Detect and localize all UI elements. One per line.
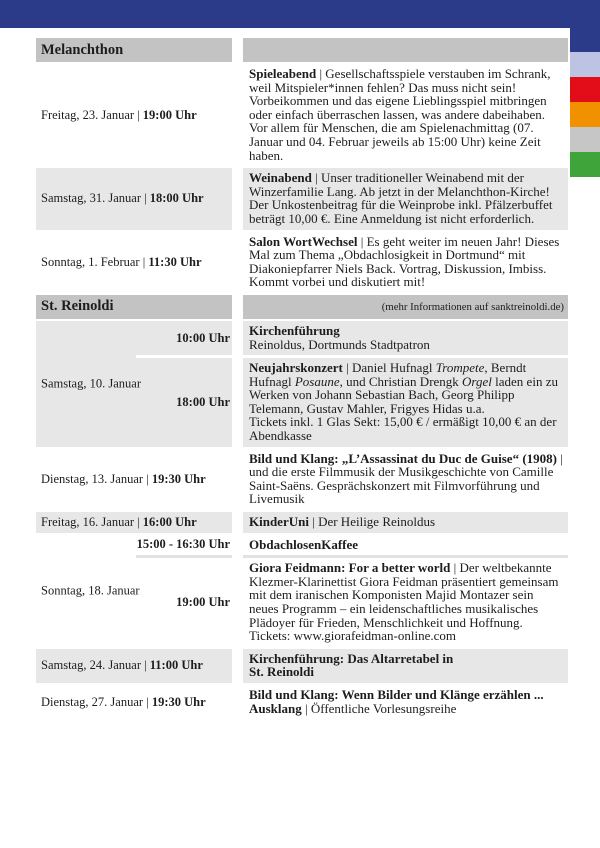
description-segment: Kirchenführung (249, 322, 340, 338)
event-row (36, 449, 568, 510)
description-segment: | Gesellschaftsspiele verstauben im Schrank, weil Mitspieler*innen fehlen? Das muss nicht sein! Vorbeikommen und das eigene Lieblingsspiel mitbringen oder einfach überraschen lassen, was andere dabeihaben. Vor allem für Menschen, die am Spielenachmittag (07. Januar und 04. Februar jeweils ab 15:00 Uhr) keine Zeit haben. (249, 66, 551, 163)
event-row (36, 685, 568, 719)
event-date (36, 472, 232, 487)
event-description (243, 558, 568, 647)
date-time-separator: | (143, 694, 152, 709)
event-row (36, 512, 568, 533)
description-segment: | Der weltbekannte Klezmer-Klarinettist Giora Feidman präsentiert gemeinsam mit dem iranischen Komponisten Majid Montazer sein neues Programm – ein leidenschaftliches musikalisches Plädoyer für Frieden, Menschlichkeit und Hoffnung. (249, 560, 559, 630)
event-description (243, 685, 568, 719)
event-row (36, 649, 568, 683)
event-time: 19:00 Uhr (176, 595, 230, 609)
description-segment: Neujahrskonzert (249, 360, 343, 376)
event-time: 11:30 Uhr (148, 254, 202, 269)
event-description (243, 321, 568, 355)
description-segment: Bild und Klang: Wenn Bilder und Klänge erzählen ... Ausklang (249, 686, 544, 716)
strip-square-green (570, 152, 600, 177)
section-title: Melanchthon (41, 41, 124, 58)
event-row (36, 321, 568, 447)
event-description (243, 232, 568, 293)
event-date (36, 695, 232, 710)
event-description (243, 64, 568, 166)
description-segment: KinderUni (249, 514, 309, 530)
strip-square-gray (570, 127, 600, 152)
event-date-text: Sonntag, 1. Februar (41, 254, 140, 269)
description-segment: ObdachlosenKaffee (249, 536, 359, 552)
event-date (36, 255, 232, 270)
description-segment: , Berndt Hufnagl (249, 360, 527, 389)
description-segment: Giora Feidmann: For a better world (249, 560, 451, 576)
description-segment: | Der Heilige Reinoldus (308, 514, 436, 530)
event-time: 15:00 - 16:30 Uhr (136, 537, 230, 552)
event-date (36, 191, 232, 206)
date-time-separator: | (140, 658, 150, 673)
event-date-text: Dienstag, 13. Januar (41, 471, 144, 486)
event-description (243, 512, 568, 533)
description-segment: Trompete (435, 360, 485, 376)
description-segment: | Es geht weiter im neuen Jahr! Dieses Mal zum Thema „Obdachlosigkeit in Dortmund“ mit Diakoniepfarrer Niels Back. Vortrag, Diskussion, Imbiss. Kommt vorbei und diskutiert mit! (249, 233, 560, 290)
date-time-separator: | (134, 514, 143, 529)
date-time-separator: | (143, 471, 152, 486)
event-date: Sonntag, 18. Januar (41, 583, 140, 598)
event-time: 18:00 Uhr (149, 191, 204, 206)
event-time: 16:00 Uhr (142, 514, 197, 529)
date-time-separator: | (134, 107, 143, 122)
description-segment: | Daniel Hufnagl (342, 360, 436, 376)
description-segment: Posaune (294, 373, 340, 389)
event-date (36, 658, 232, 673)
date-time-separator: | (139, 254, 149, 269)
event-row (36, 168, 568, 229)
event-date: Samstag, 10. Januar (41, 376, 141, 391)
event-time: 19:30 Uhr (151, 694, 206, 709)
description-segment: | Öffentliche Vorlesungsreihe (301, 700, 457, 716)
event-time: 18:00 Uhr (176, 394, 230, 409)
event-date-text: Freitag, 16. Januar (41, 514, 135, 529)
description-segment: Orgel (462, 373, 492, 389)
section-title: St. Reinoldi (41, 298, 114, 315)
description-segment: | Unser traditioneller Weinabend mit der Winzerfamilie Lang. Ab jetzt in der Melanchthon-Kirche! Der Unkostenbeitrag für die Weinprobe inkl. Pfälzerbuffet beträgt 10,00 €. Eine Anmeldung ist nicht erforderlich. (249, 170, 553, 226)
strip-square-lavender (570, 52, 600, 77)
event-time: 19:00 Uhr (142, 107, 197, 122)
event-date-text: Samstag, 31. Januar (41, 191, 141, 206)
event-description (243, 168, 568, 229)
description-segment: Bild und Klang: „L’Assassinat du Duc de Guise“ (1908) (249, 450, 557, 466)
event-time: 10:00 Uhr (176, 330, 230, 345)
event-time: 19:30 Uhr (151, 471, 206, 486)
section-note: (mehr Informationen auf sanktreinoldi.de) (381, 300, 564, 313)
description-segment: laden ein zu Werken von Johann Sebastian Bach, Georg Philipp Telemann, Gustav Mahler, Frigyes Hidas u.a. (249, 373, 558, 416)
event-date (36, 515, 232, 530)
section-header (36, 38, 568, 62)
event-row (36, 535, 568, 647)
event-date-text: Freitag, 23. Januar (41, 107, 135, 122)
description-segment: | und die erste Filmmusik der Musikgeschichte von Camille Saint-Saëns. Gesprächskonzert mit Filmvorführung und Livemusik (249, 450, 563, 507)
description-segment: Spieleabend (249, 66, 317, 81)
description-segment: Reinoldus, Dortmunds Stadtpatron (249, 336, 430, 352)
event-date (36, 108, 232, 123)
description-segment: Weinabend (249, 170, 312, 186)
strip-square-red (570, 77, 600, 102)
color-strip (570, 0, 600, 177)
event-time: 11:00 Uhr (149, 658, 203, 673)
description-segment: , und Christian Drengk (339, 373, 463, 389)
event-description (243, 358, 568, 447)
section-header (36, 295, 568, 319)
event-row (36, 64, 568, 166)
event-date-text: Samstag, 24. Januar (41, 658, 141, 673)
strip-square-orange (570, 102, 600, 127)
event-description (243, 535, 568, 556)
event-row (36, 232, 568, 293)
date-time-separator: | (140, 191, 150, 206)
schedule-table (36, 38, 568, 721)
event-date-text: Dienstag, 27. Januar (41, 694, 144, 709)
event-description (243, 649, 568, 683)
top-bar (0, 0, 600, 28)
description-segment: St. Reinoldi (249, 664, 315, 680)
description-segment: Salon WortWechsel (249, 233, 358, 249)
strip-square-navy (570, 0, 600, 52)
description-segment: Tickets inkl. 1 Glas Sekt: 15,00 € / ermäßigt 10,00 € an der Abendkasse (249, 414, 557, 444)
description-segment: Tickets: www.giorafeidman-online.com (249, 628, 456, 644)
description-segment: Kirchenführung: Das Altarretabel in (249, 650, 454, 666)
event-description (243, 449, 568, 510)
